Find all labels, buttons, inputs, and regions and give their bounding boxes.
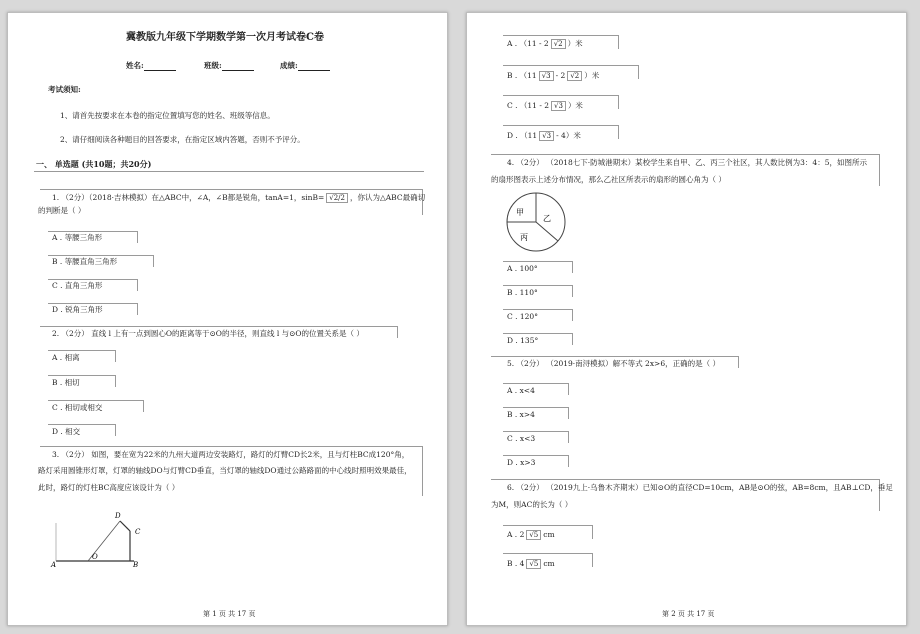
name-field bbox=[126, 61, 176, 71]
notice-title: 考试须知: bbox=[48, 85, 81, 94]
document-page-1 bbox=[7, 12, 448, 626]
question-1-line-1 bbox=[52, 193, 425, 203]
q3-option-c bbox=[507, 101, 583, 111]
q6-option-b bbox=[507, 559, 555, 569]
score-field bbox=[280, 61, 330, 71]
q6-option-a bbox=[507, 530, 555, 540]
q1-option-c: C . 直角三角形 bbox=[52, 281, 103, 290]
q3-option-a-post: ）米 bbox=[567, 39, 583, 48]
pie-label-jia: 甲 bbox=[516, 208, 524, 217]
question-2-text: 2. （2分） 直线 l 上有一点到圆心O的距离等于⊙O的半径，则直线 l 与⊙O的位置关系是（ ） bbox=[52, 329, 364, 338]
q6-option-b-pre: B . 4 bbox=[507, 559, 525, 568]
sqrt-expression: √5 bbox=[526, 530, 541, 540]
label-d: D bbox=[115, 512, 121, 520]
label-b: B bbox=[133, 561, 139, 569]
question-1-text-a: 1. （2分）（2018·吉林模拟）在△ABC中，∠A，∠B都是锐角，tanA=1，sinB= bbox=[52, 193, 325, 202]
q5-option-a: A . x<4 bbox=[507, 386, 535, 395]
q3-option-b-pre: B . （11 bbox=[507, 71, 537, 80]
q5-option-b: B . x>4 bbox=[507, 410, 535, 419]
question-3-line-2: 路灯采用圆锥形灯罩，灯罩的轴线DO与灯臂CD垂直，当灯罩的轴线DO通过公路路面的中心线时照明效果最佳， bbox=[38, 466, 412, 475]
q4-option-c: C . 120° bbox=[507, 312, 538, 321]
q1-option-d: D . 锐角三角形 bbox=[52, 305, 103, 314]
q3-option-d-post: - 4）米 bbox=[556, 131, 581, 140]
sqrt-expression: √3 bbox=[539, 131, 554, 141]
document-page-2 bbox=[466, 12, 907, 626]
q2-option-a: A . 相离 bbox=[52, 353, 80, 362]
sqrt-expression: √2 bbox=[567, 71, 582, 81]
q5-option-c: C . x<3 bbox=[507, 434, 536, 443]
score-label: 成绩: bbox=[280, 61, 298, 70]
q3-option-d bbox=[507, 131, 581, 141]
question-3-line-1: 3. （2分） 如图，要在宽为22米的九州大道两边安装路灯，路灯的灯臂CD长2米，且与灯柱BC成120°角， bbox=[52, 450, 410, 459]
notice-item-2: 2、请仔细阅读各种题目的回答要求，在指定区域内答题，否则不予评分。 bbox=[60, 135, 305, 144]
question-1-line-2: 的判断是（ ） bbox=[38, 206, 86, 215]
name-label: 姓名: bbox=[126, 61, 144, 70]
question-1-text-b: ，你认为△ABC最确切 bbox=[350, 193, 426, 202]
q1-option-a: A . 等腰三角形 bbox=[52, 233, 103, 242]
class-field bbox=[204, 61, 254, 71]
q3-option-c-post: ）米 bbox=[567, 101, 583, 110]
section-divider bbox=[34, 171, 424, 172]
page-footer: 第 1 页 共 17 页 bbox=[203, 610, 256, 618]
sqrt-expression: √2 bbox=[551, 39, 566, 49]
q5-option-d: D . x>3 bbox=[507, 458, 536, 467]
exam-title: 冀教版九年级下学期数学第一次月考试卷C卷 bbox=[126, 32, 324, 43]
question-3-line-3: 此时，路灯的灯柱BC高度应该设计为（ ） bbox=[38, 483, 180, 492]
question-4-line-1: 4. （2分） （2018七下·防城港期末）某校学生来自甲、乙、丙三个社区，其人数比例为3：4：5，如图所示 bbox=[507, 158, 867, 167]
question-5-text: 5. （2分） （2019·南浔模拟）解不等式 2x>6，正确的是（ ） bbox=[507, 359, 720, 368]
page-footer: 第 2 页 共 17 页 bbox=[662, 610, 715, 618]
q3-option-b-mid: - 2 bbox=[555, 71, 566, 80]
pie-chart-figure bbox=[505, 191, 567, 253]
pie-label-yi: 乙 bbox=[543, 214, 551, 223]
q6-option-b-post: cm bbox=[543, 559, 555, 568]
streetlight-figure bbox=[50, 503, 142, 569]
q3-option-b-post: ）米 bbox=[584, 71, 600, 80]
section-title: 一、 单选题 (共10题；共20分) bbox=[36, 159, 152, 169]
notice-item-1: 1、请首先按要求在本卷的指定位置填写您的姓名、班级等信息。 bbox=[60, 111, 275, 120]
lamp-arm bbox=[120, 521, 130, 531]
q4-option-b: B . 110° bbox=[507, 288, 538, 297]
q2-option-c: C . 相切或相交 bbox=[52, 403, 103, 412]
label-c: C bbox=[135, 528, 141, 536]
q4-option-a: A . 100° bbox=[507, 264, 538, 273]
sqrt-expression: √5 bbox=[526, 559, 541, 569]
q2-option-d: D . 相交 bbox=[52, 427, 81, 436]
q6-option-a-pre: A . 2 bbox=[507, 530, 525, 539]
q3-option-a-pre: A . （11 - 2 bbox=[507, 39, 549, 48]
pie-label-bing: 丙 bbox=[520, 233, 528, 242]
sqrt-expression: √2/2 bbox=[326, 193, 348, 203]
sqrt-expression: √3 bbox=[551, 101, 566, 111]
question-4-line-2: 的扇形图表示上述分布情况，那么乙社区所表示的扇形的圆心角为（ ） bbox=[491, 175, 726, 184]
class-label: 班级: bbox=[204, 61, 222, 70]
q3-option-d-pre: D . （11 bbox=[507, 131, 538, 140]
question-6-line-2: 为M，则AC的长为（ ） bbox=[491, 500, 573, 509]
label-o: O bbox=[92, 553, 98, 561]
q4-option-d: D . 135° bbox=[507, 336, 539, 345]
q3-option-b bbox=[507, 71, 599, 81]
question-6-line-1: 6. （2分） （2019九上·乌鲁木齐期末）已知⊙O的直径CD=10cm，AB是⊙O的弦，AB=8cm，且AB⊥CD，垂足 bbox=[507, 483, 893, 492]
q2-option-b: B . 相切 bbox=[52, 378, 80, 387]
sqrt-expression: √3 bbox=[539, 71, 554, 81]
label-a: A bbox=[51, 561, 57, 569]
q3-option-c-pre: C . （11 - 2 bbox=[507, 101, 550, 110]
q3-option-a bbox=[507, 39, 583, 49]
q1-option-b: B . 等腰直角三角形 bbox=[52, 257, 118, 266]
q6-option-a-post: cm bbox=[543, 530, 555, 539]
